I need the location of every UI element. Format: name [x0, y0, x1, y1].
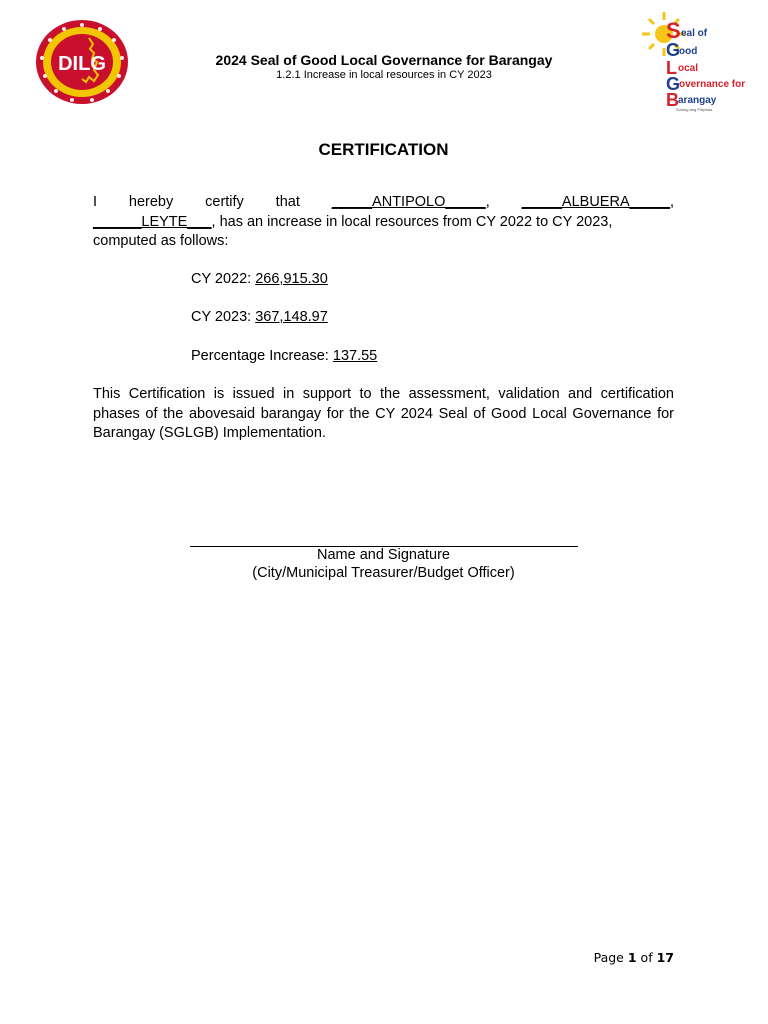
- svg-text:overnance for: overnance for: [679, 79, 746, 90]
- sglgb-logo: [642, 8, 760, 112]
- support-paragraph: This Certification is issued in support to the assessment, validation and certification phases of the abovesaid barangay for the CY 2024 Seal of Good Local Governance for Barangay (SGLGB) Implementation.: [93, 386, 674, 441]
- svg-text:ocal: ocal: [678, 63, 699, 74]
- dilg-logo: [34, 18, 130, 106]
- svg-text:arangay: arangay: [678, 95, 717, 106]
- svg-text:S: S: [666, 18, 681, 43]
- header-subtitle: 1.2.1 Increase in local resources in CY 2023: [276, 69, 492, 81]
- computation-cy2022: CY 2022: 266,915.30: [191, 271, 328, 287]
- svg-text:L: L: [666, 58, 677, 78]
- cy2022-value: 266,915.30: [255, 271, 328, 287]
- computation-percentage: Percentage Increase: 137.55: [191, 348, 378, 364]
- certification-paragraph: I hereby certify that _____ANTIPOLO_____, _____ALBUERA_____, ______LEYTE___, has an increase in local resources from CY 2022 to CY 2023, computed as follows:: [93, 194, 674, 249]
- svg-text:G: G: [666, 74, 681, 94]
- svg-text:eal of: eal of: [681, 28, 708, 39]
- barangay-name: _____ANTIPOLO_____: [331, 194, 486, 210]
- signature-name-label: Name and Signature: [317, 547, 450, 563]
- municipality-name: _____ALBUERA_____: [521, 194, 670, 210]
- svg-text:Sulong ang Pilipinas: Sulong ang Pilipinas: [676, 107, 713, 112]
- document-title: CERTIFICATION: [318, 140, 449, 159]
- computation-cy2023: CY 2023: 367,148.97: [191, 309, 328, 325]
- svg-text:ood: ood: [679, 46, 698, 57]
- dilg-logo-text: DILG: [58, 53, 106, 75]
- cy2023-value: 367,148.97: [255, 309, 328, 325]
- percentage-value: 137.55: [332, 348, 378, 364]
- page-number: Page 1 of 17: [593, 950, 674, 965]
- province-name: ______LEYTE___: [93, 213, 212, 230]
- svg-text:B: B: [666, 90, 679, 110]
- signature-role-label: (City/Municipal Treasurer/Budget Officer): [252, 565, 515, 581]
- svg-text:G: G: [666, 40, 681, 60]
- header-title: 2024 Seal of Good Local Governance for Barangay: [215, 52, 553, 68]
